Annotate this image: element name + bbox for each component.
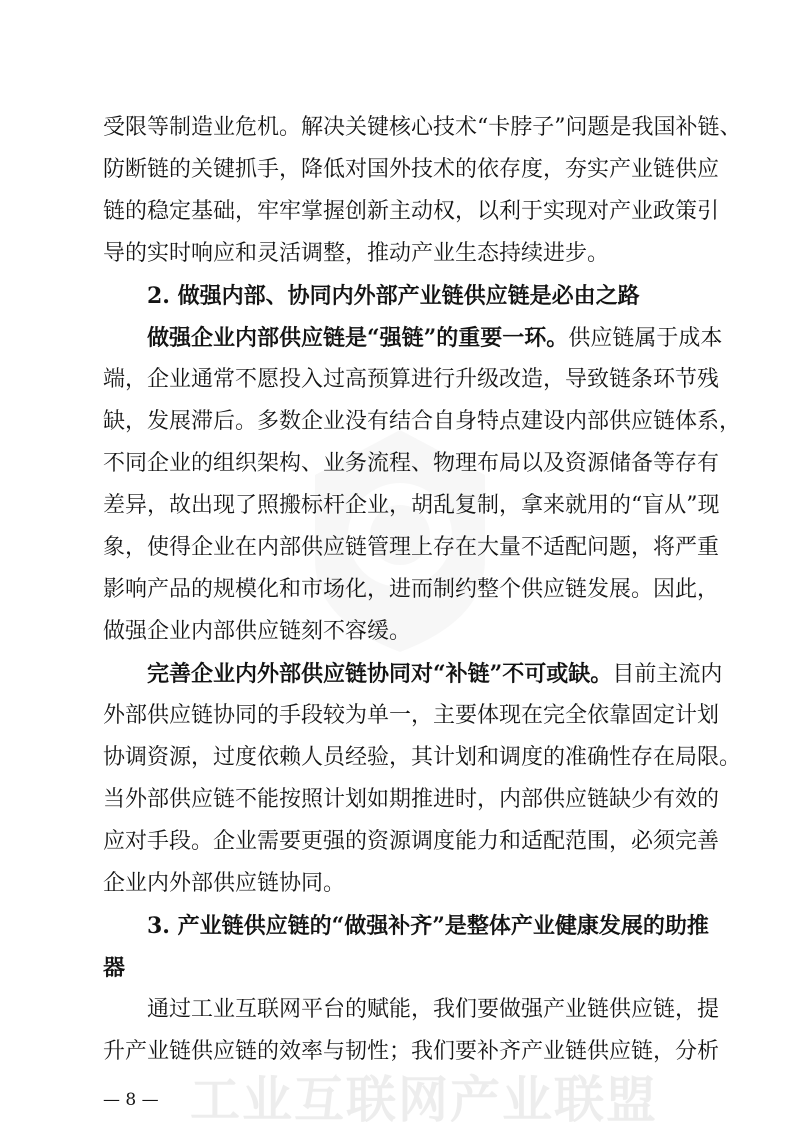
section-heading-3-line-2: 器 (103, 955, 126, 981)
paragraph-2-line-2: 端，企业通常不愿投入过高预算进行升级改造，导致链条环节残 (103, 367, 720, 392)
paragraph-2-lead-rest: 供应链属于成本 (568, 326, 723, 351)
paragraph-3-line-3: 协调资源，过度依赖人员经验，其计划和调度的准确性存在局限。 (103, 745, 742, 770)
section-heading-3-line-1: 3. 产业链供应链的“做强补齐”是整体产业健康发展的助推 (147, 913, 709, 939)
page-number: — 8 — (103, 1090, 159, 1110)
paragraph-4-line-2: 升产业链供应链的效率与韧性；我们要补齐产业链供应链，分析 (103, 1039, 720, 1064)
paragraph-3-line-6: 企业内外部供应链协同。 (103, 871, 346, 896)
paragraph-1-line-3: 链的稳定基础，牢牢掌握创新主动权，以利于实现对产业政策引 (103, 199, 720, 224)
paragraph-2-line-7: 影响产品的规模化和市场化，进而制约整个供应链发展。因此， (103, 577, 720, 602)
paragraph-3-line-5: 应对手段。企业需要更强的资源调度能力和适配范围，必须完善 (103, 829, 720, 854)
paragraph-3-line-2: 外部供应链协同的手段较为单一，主要体现在完全依靠固定计划 (103, 703, 720, 728)
paragraph-4-line-1: 通过工业互联网平台的赋能，我们要做强产业链供应链，提 (147, 997, 720, 1022)
paragraph-2-emphasis: 做强企业内部供应链是“强链”的重要一环。 (147, 325, 569, 351)
paragraph-1-line-2: 防断链的关键抓手，降低对国外技术的依存度，夯实产业链供应 (103, 157, 720, 182)
paragraph-2-line-5: 差异，故出现了照搬标杆企业，胡乱复制，拿来就用的“盲从”现 (103, 493, 720, 518)
paragraph-2-line-6: 象，使得企业在内部供应链管理上存在大量不适配问题，将严重 (103, 535, 720, 560)
paragraph-3-line-1 (147, 653, 723, 695)
paragraph-1-line-1: 受限等制造业危机。解决关键核心技术“卡脖子”问题是我国补链、 (103, 115, 742, 140)
paragraph-1-line-4: 导的实时响应和灵活调整，推动产业生态持续进步。 (103, 241, 610, 266)
paragraph-2-line-4: 不同企业的组织架构、业务流程、物理布局以及资源储备等存有 (103, 451, 720, 476)
paragraph-3-line-4: 当外部供应链不能按照计划如期推进时，内部供应链缺少有效的 (103, 787, 720, 812)
paragraph-3-emphasis: 完善企业内外部供应链协同对“补链”不可或缺。 (147, 661, 613, 687)
paragraph-2-line-1 (147, 317, 723, 359)
paragraph-2-line-3: 缺，发展滞后。多数企业没有结合自身特点建设内部供应链体系， (103, 409, 742, 434)
section-heading-2: 2. 做强内部、协同内外部产业链供应链是必由之路 (147, 283, 640, 309)
paragraph-3-lead-rest: 目前主流内 (612, 662, 723, 687)
watermark-text: 工业互联网产业联盟 (190, 1071, 658, 1122)
paragraph-2-line-8: 做强企业内部供应链刻不容缓。 (103, 619, 412, 644)
